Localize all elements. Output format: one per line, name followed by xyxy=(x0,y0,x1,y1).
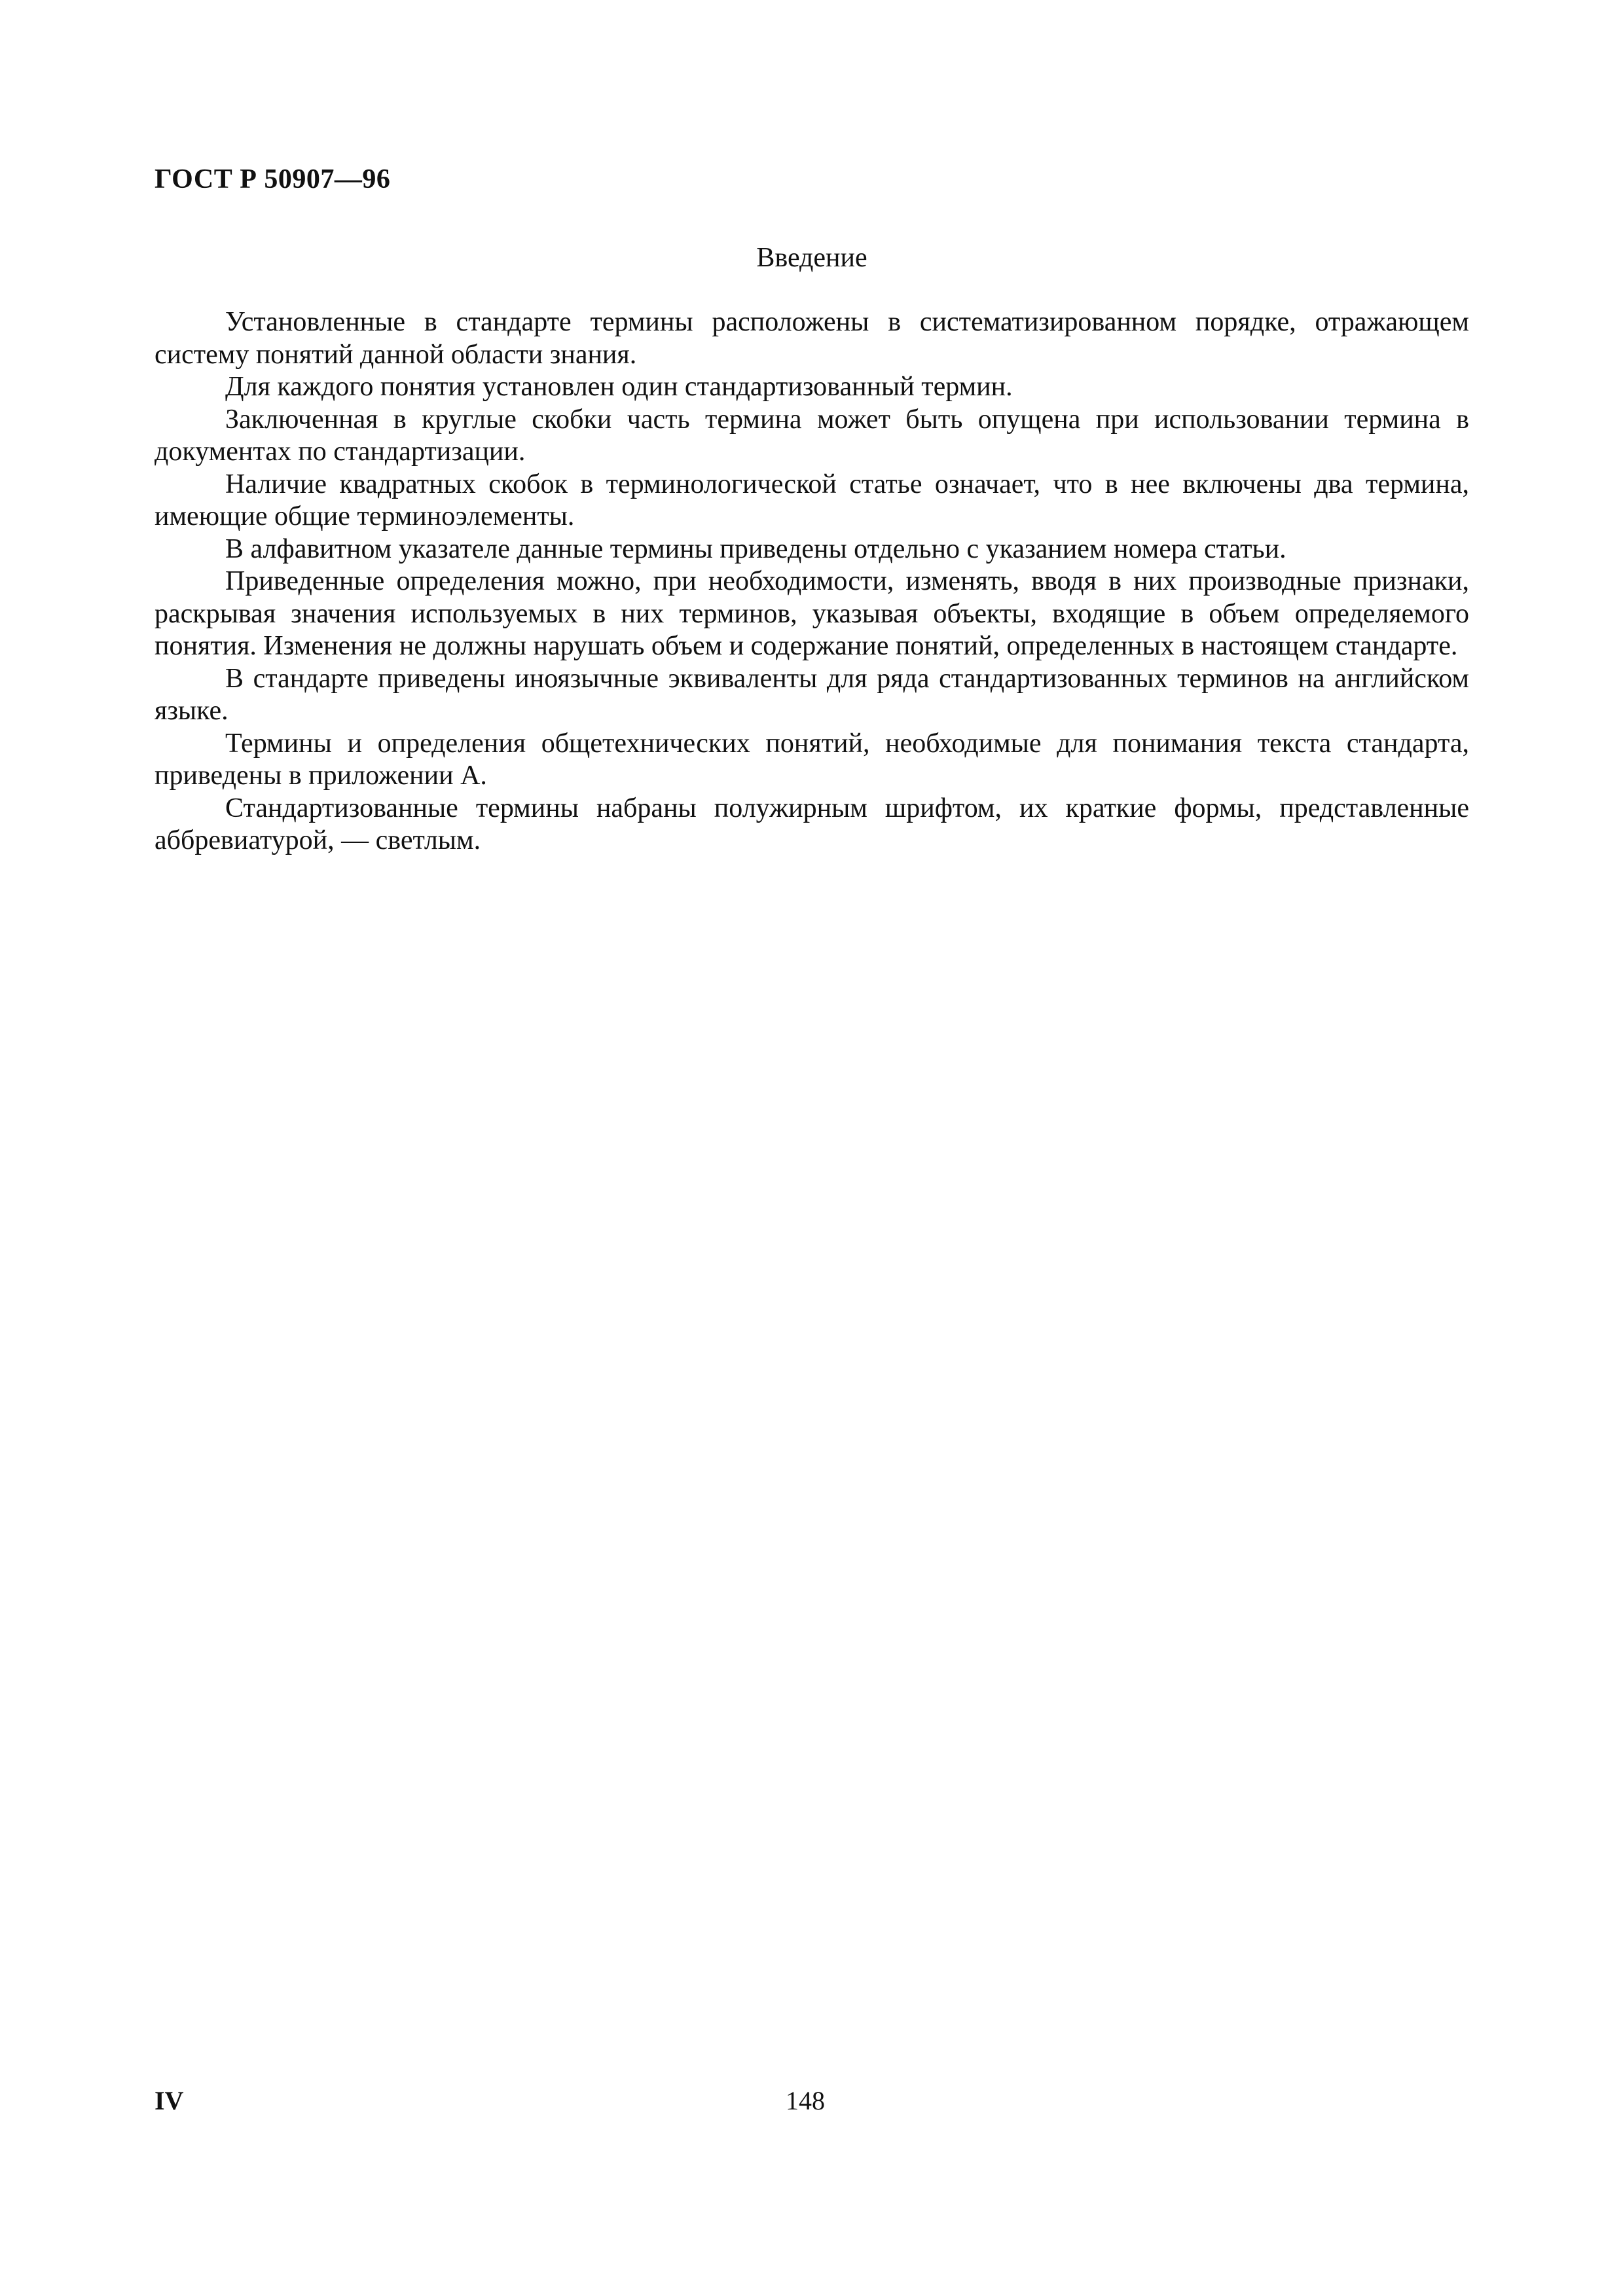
paragraph: В алфавитном указателе данные термины приведены отдельно с указанием номера статьи. xyxy=(225,533,1286,564)
paragraph: В стандарте приведены иноязычные эквиваленты для ряда стандартизованных терминов на английском языке. xyxy=(155,663,1469,726)
paragraph: Стандартизованные термины набраны полужирным шрифтом, их краткие формы, представленные аббревиатурой, — светлым. xyxy=(155,793,1469,855)
paragraph: Термины и определения общетехнических понятий, необходимые для понимания текста стандарта, приведены в приложении А. xyxy=(155,728,1469,791)
page-number: 148 xyxy=(786,2086,825,2115)
paragraph: Наличие квадратных скобок в терминологической статье означает, что в нее включены два термина, имеющие общие терминоэлементы. xyxy=(155,469,1469,531)
paragraph: Установленные в стандарте термины расположены в систематизированном порядке, отражающем систему понятий данной области знания. xyxy=(155,307,1469,370)
document-code: ГОСТ Р 50907—96 xyxy=(155,164,391,194)
paragraph: Заключенная в круглые скобки часть термина может быть опущена при использовании термина в документах по стандартизации. xyxy=(155,404,1469,467)
paragraph: Приведенные определения можно, при необходимости, изменять, вводя в них производные признаки, раскрывая значения используемых в них терминов, указывая объекты, входящие в объем определяемого понятия. Изменения не должны нарушать объем и содержание понятий, определенных в настоящем стандарте. xyxy=(155,566,1469,661)
paragraph: Для каждого понятия установлен один стандартизованный термин. xyxy=(225,372,1013,402)
section-title: Введение xyxy=(756,243,867,273)
roman-page-number: IV xyxy=(155,2086,184,2115)
introduction-body xyxy=(155,306,1469,857)
